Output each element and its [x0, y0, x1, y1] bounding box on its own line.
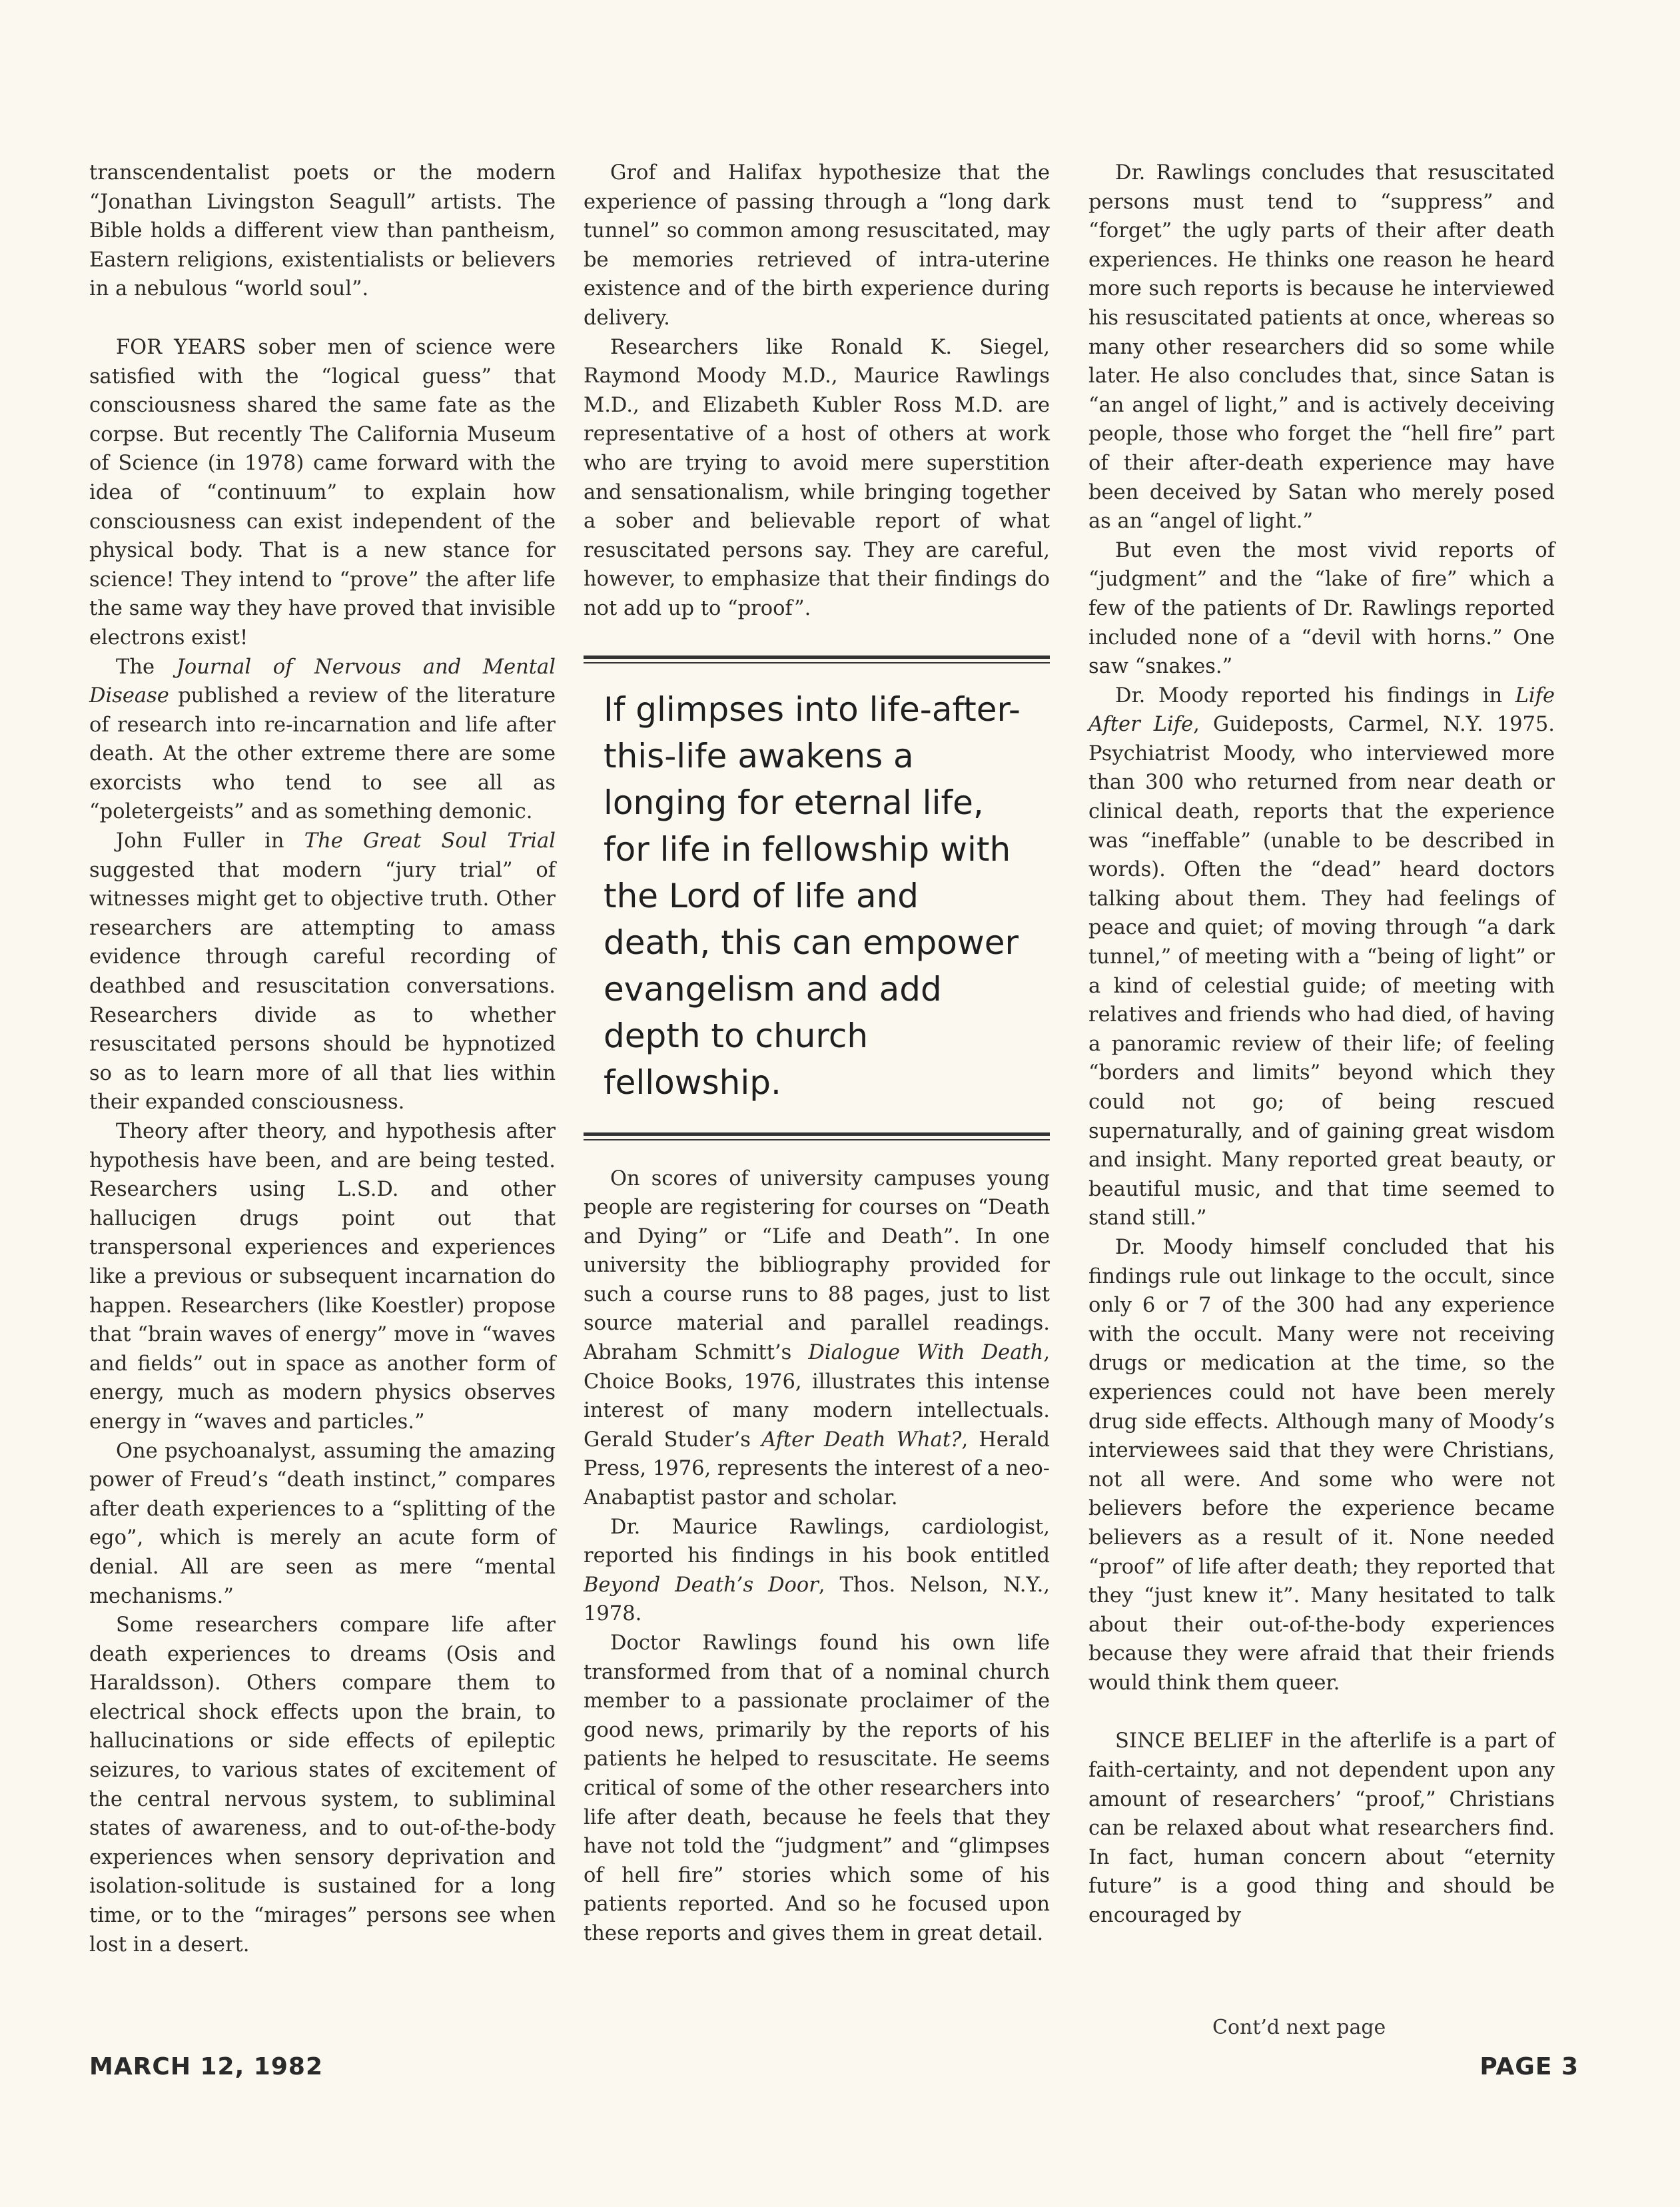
paragraph: The Journal of Nervous and Mental Disease published a review of the literature of research into re-incarnation and life after death. At the other extreme there are some exorcists who tend to see all as “poletergeists” and as something demonic.: [89, 655, 556, 824]
book-title: After Death What?: [761, 1428, 962, 1452]
paragraph: Grof and Halifax hypothesize that the experience of passing through a “long dark tunnel” so common among resuscitated, may be memories retrieved of intra-uterine existence and of the birth experience during delivery.: [584, 161, 1050, 330]
column-right: [1088, 159, 1555, 1931]
book-title: Life After Life: [1088, 683, 1555, 737]
book-title: The Great Soul Trial: [304, 829, 556, 853]
footer-date: MARCH 12, 1982: [89, 2053, 323, 2080]
column-middle: [584, 159, 1050, 1949]
pull-quote: If glimpses into life-after-this-life awakens a longing for eternal life, for life in fellowship with the Lord of life and death, this can empower evangelism and add depth to church fellowship.: [604, 689, 1021, 1102]
paragraph: Doctor Rawlings found his own life transformed from that of a nominal church member to a passionate proclaimer of the good news, primarily by the reports of his patients he helped to resuscitate. He seems critical of some of the other researchers into life after death, because he feels that they have not told the “judgment” and “glimpses of hell fire” stories which some of his patients reported. And so he focused upon these reports and gives them in great detail.: [584, 1631, 1050, 1945]
divider-top: [584, 656, 1050, 663]
paragraph: Dr. Rawlings concludes that resuscitated persons must tend to “suppress” and “forget” the ugly parts of their after death experiences. He thinks one reason he heard more such reports is because he interviewed his resuscitated patients at once, whereas so many other researchers did so some while later. He also concludes that, since Satan is “an angel of light,” and is actively deceiving people, those who forget the “hell fire” part of their after-death experience may have been deceived by Satan who merely posed as an “angel of light.”: [1088, 161, 1555, 534]
paragraph: Dr. Moody himself concluded that his findings rule out linkage to the occult, since only 6 or 7 of the 300 had any experience with the occult. Many were not receiving drugs or medication at the time, so the experiences could not have been merely drug side effects. Although many of Moody’s interviewees said that they were Christians, not all were. And some who were not believers before the experience became believers as a result of it. None needed “proof” of life after death; they reported that they “just knew it”. Many hesitated to talk about their out-of-the-body experiences because they were afraid that their friends would think them queer.: [1088, 1235, 1555, 1695]
footer-page-number: PAGE 3: [1479, 2053, 1579, 2080]
book-title: Dialogue With Death: [808, 1341, 1044, 1365]
paragraph: John Fuller in The Great Soul Trial suggested that modern “jury trial” of witnesses might get to objective truth. Other researchers are attempting to amass evidence through careful recording of deathbed and resuscitation conversations. Researchers divide as to whether resuscitated persons should be hypnotized so as to learn more of all that lies within their expanded consciousness.: [89, 829, 556, 1114]
paragraph: Some researchers compare life after death experiences to dreams (Osis and Haraldsson). Others compare them to electrical shock effects upon the brain, to hallucinations or side effects of epileptic seizures, to various states of excitement of the central nervous system, to subliminal states of awareness, and to out-of-the-body experiences when sensory deprivation and isolation-solitude is sustained for a long time, or to the “mirages” persons see when lost in a desert.: [89, 1613, 556, 1957]
paragraph: One psychoanalyst, assuming the amazing power of Freud’s “death instinct,” compares after death experiences to a “splitting of the ego”, which is merely an acute form of denial. All are seen as mere “mental mechanisms.”: [89, 1439, 556, 1608]
book-title: Beyond Death’s Door: [584, 1573, 819, 1597]
divider-bottom: [584, 1132, 1050, 1140]
paragraph: On scores of university campuses young people are registering for courses on “Death and Dying” or “Life and Death”. In one university the bibliography provided for such a course runs to 88 pages, just to list source material and parallel readings. Abraham Schmitt’s Dialogue With Death, Choice Books, 1976, illustrates this intense interest of many modern intellectuals. Gerald Studer’s After Death What?, Herald Press, 1976, represents the interest of a neo-Anabaptist pastor and scholar.: [584, 1166, 1050, 1510]
continued-note: Cont’d next page: [1212, 2016, 1386, 2039]
column-left: [89, 159, 556, 1959]
paragraph: FOR YEARS sober men of science were satisfied with the “logical guess” that consciousness shared the same fate as the corpse. But recently The California Museum of Science (in 1978) came forward with the idea of “continuum” to explain how consciousness can exist independent of the physical body. That is a new stance for science! They intend to “prove” the after life the same way they have proved that invisible electrons exist!: [89, 335, 556, 650]
paragraph: transcendentalist poets or the modern “Jonathan Livingston Seagull” artists. The Bible holds a different view than pantheism, Eastern religions, existentialists or believers in a nebulous “world soul”.: [89, 161, 556, 301]
paragraph: Researchers like Ronald K. Siegel, Raymond Moody M.D., Maurice Rawlings M.D., and Elizabeth Kubler Ross M.D. are representative of a host of others at work who are trying to avoid mere superstition and sensationalism, while bringing together a sober and believable report of what resuscitated persons say. They are careful, however, to emphasize that their findings do not add up to “proof”.: [584, 335, 1050, 620]
book-title: Journal of Nervous and Mental Disease: [89, 655, 556, 708]
paragraph: But even the most vivid reports of “judgment” and the “lake of fire” which a few of the patients of Dr. Rawlings reported included none of a “devil with horns.” One saw “snakes.”: [1088, 538, 1555, 679]
paragraph: SINCE BELIEF in the afterlife is a part of faith-certainty, and not dependent upon any amount of researchers’ “proof,” Christians can be relaxed about what researchers find. In fact, human concern about “eternity future” is a good thing and should be encouraged by: [1088, 1729, 1555, 1928]
paragraph: Dr. Moody reported his findings in Life After Life, Guideposts, Carmel, N.Y. 1975. Psychiatrist Moody, who interviewed more than 300 who returned from near death or clinical death, reports that the experience was “ineffable” (unable to be described in words). Often the “dead” heard doctors talking about them. They had feelings of peace and quiet; of moving through “a dark tunnel,” of meeting with a “being of light” or a kind of celestial guide; of meeting with relatives and friends who had died, of having a panoramic review of their life; of feeling “borders and limits” beyond which they could not go; of being rescued supernaturally, and of gaining great wisdom and insight. Many reported great beauty, or beautiful music, and that time seemed to stand still.”: [1088, 683, 1555, 1230]
paragraph: Theory after theory, and hypothesis after hypothesis have been, and are being tested. Researchers using L.S.D. and other hallucigen drugs point out that transpersonal experiences and experiences like a previous or subsequent incarnation do happen. Researchers (like Koestler) propose that “brain waves of energy” move in “waves and fields” out in space as another form of energy, much as modern physics observes energy in “waves and particles.”: [89, 1120, 556, 1434]
paragraph: Dr. Maurice Rawlings, cardiologist, reported his findings in his book entitled Beyond Death’s Door, Thos. Nelson, N.Y., 1978.: [584, 1515, 1050, 1626]
